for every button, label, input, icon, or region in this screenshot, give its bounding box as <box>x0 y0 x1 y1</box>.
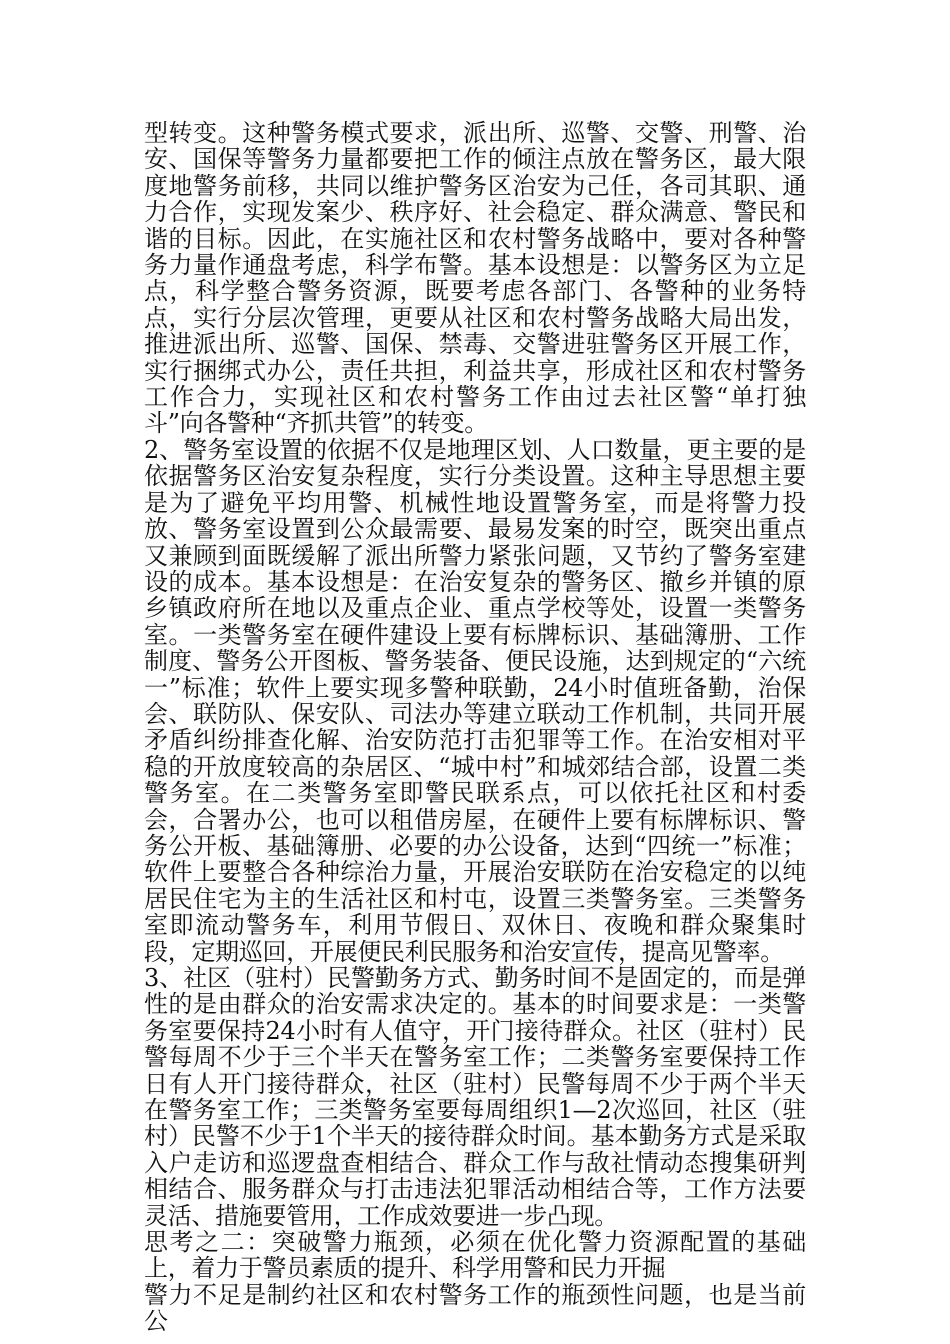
paragraph-2: 2、警务室设置的依据不仅是地理区划、人口数量，更主要的是依据警务区治安复杂程度，实行分类设置。这种主导思想主要是为了避免平均用警、机械性地设置警务室，而是将警力投放、警务室设置到公众最需要、最易发案的时空，既突出重点又兼顾到面既缓解了派出所警力紧张问题，又节约了警务室建设的成本。基本设想是：在治安复杂的警务区、撤乡并镇的原乡镇政府所在地以及重点企业、重点学校等处，设置一类警务室。一类警务室在硬件建设上要有标牌标识、基础簿册、工作制度、警务公开图板、警务装备、便民设施，达到规定的“六统一”标准；软件上要实现多警种联勤，24小时值班备勤，治保会、联防队、保安队、司法办等建立联动工作机制，共同开展矛盾纠纷排查化解、治安防范打击犯罪等工作。在治安相对平稳的开放度较高的杂居区、“城中村”和城郊结合部，设置二类警务室。在二类警务室即警民联系点，可以依托社区和村委会，合署办公，也可以租借房屋，在硬件上要有标牌标识、警务公开板、基础簿册、必要的办公设备，达到“四统一”标准；软件上要整合各种综治力量，开展治安联防在治安稳定的以纯居民住宅为主的生活社区和村屯，设置三类警务室。三类警务室即流动警务车，利用节假日、双休日、夜晚和群众聚集时段，定期巡回，开展便民利民服务和治安宣传，提高见警率。 <box>144 435 806 966</box>
paragraph-4: 警力不足是制约社区和农村警务工作的瓶颈性问题，也是当前公 <box>144 1280 806 1336</box>
section-heading: 思考之二：突破警力瓶颈，必须在优化警力资源配置的基础上，着力于警员素质的提升、科学用警和民力开掘 <box>144 1228 806 1283</box>
paragraph-1: 型转变。这种警务模式要求，派出所、巡警、交警、刑警、治安、国保等警务力量都要把工作的倾注点放在警务区，最大限度地警务前移，共同以维护警务区治安为己任，各司其职、通力合作，实现发案少、秩序好、社会稳定、群众满意、警民和谐的目标。因此，在实施社区和农村警务战略中，要对各种警务力量作通盘考虑，科学布警。基本设想是：以警务区为立足点，科学整合警务资源，既要考虑各部门、各警种的业务特点，实行分层次管理，更要从社区和农村警务战略大局出发，推进派出所、巡警、国保、禁毒、交警进驻警务区开展工作，实行捆绑式办公，责任共担，利益共享，形成社区和农村警务工作合力，实现社区和农村警务工作由过去社区警“单打独斗”向各警种“齐抓共管”的转变。 <box>144 119 806 438</box>
paragraph-3: 3、社区（驻村）民警勤务方式、勤务时间不是固定的，而是弹性的是由群众的治安需求决定的。基本的时间要求是：一类警务室要保持24小时有人值守，开门接待群众。社区（驻村）民警每周不少于三个半天在警务室工作；二类警务室要保持工作日有人开门接待群众，社区（驻村）民警每周不少于两个半天在警务室工作；三类警务室要每周组织1—2次巡回，社区（驻村）民警不少于1个半天的接待群众时间。基本勤务方式是采取入户走访和巡逻盘查相结合、群众工作与敌社情动态搜集研判相结合、服务群众与打击违法犯罪活动相结合等，工作方法要灵活、措施要管用，工作成效要进一步凸现。 <box>144 964 806 1230</box>
document-page <box>144 120 806 1335</box>
